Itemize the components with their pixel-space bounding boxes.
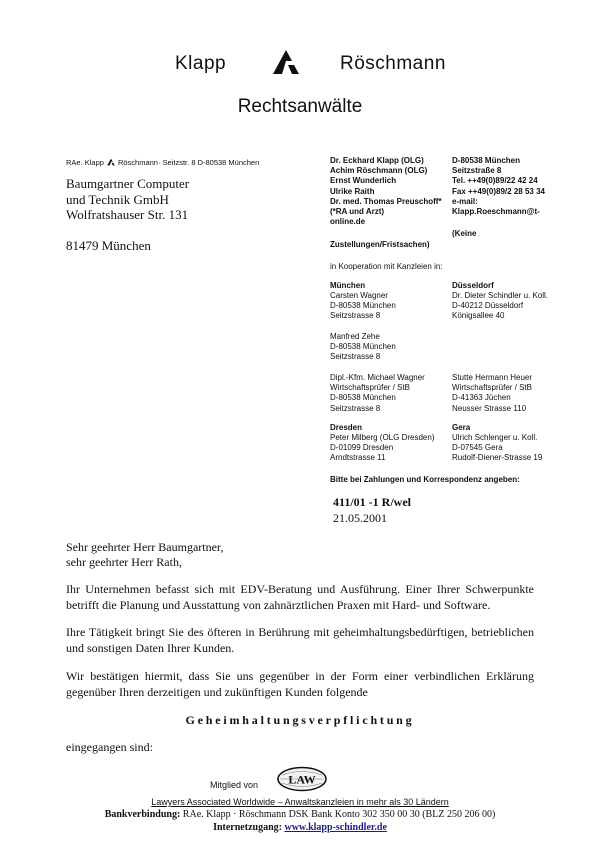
firm-name-klapp: Klapp (175, 53, 227, 74)
website-link[interactable]: www.klapp-schindler.de (284, 822, 387, 833)
paragraph-2: Ihre Tätigkeit bringt Sie des öfteren in Berührung mit geheimhaltungsbedürftigen, betrieblichen und sonstigen Daten Ihrer Kunden. (66, 625, 534, 655)
paragraph-3: Wir bestätigen hiermit, dass Sie uns gegenüber in der Form einer verbindlichen Erklärung gegenüber Ihren derzeitigen und zukünftigen Kunden folgende (66, 669, 534, 699)
law-logo-text: LAW (288, 772, 316, 787)
small-logo-icon (106, 158, 116, 166)
office-muenchen-body: Carsten Wagner D-80538 München Seitzstrasse 8 (330, 291, 396, 321)
salutation-2: sehr geehrter Herr Rath, (66, 555, 182, 569)
office-contact: D-80538 München Seitzstraße 8 Tel. ++49(0)89/22 42 24 Fax ++49(0)89/2 28 53 34 e-mail: Klapp.Roeschmann@t- (452, 156, 545, 217)
firm-subtitle: Rechtsanwälte (237, 96, 363, 117)
law-logo-icon (276, 766, 328, 792)
office-dresden-head: Dresden (330, 423, 363, 432)
recipient-line-2: und Technik GmbH (66, 191, 169, 207)
office-gera-head: Gera (452, 423, 471, 432)
internet-label: Internetzugang: (213, 822, 282, 833)
partner-names: Dr. Eckhard Klapp (OLG) Achim Röschmann (OLG) Ernst Wunderlich Ulrike Raith Dr. med. Thomas Preuschoff* (*RA und Arzt) (330, 156, 442, 217)
letter-date: 21.05.2001 (333, 511, 387, 525)
office-duesseldorf-body: Dr. Dieter Schindler u. Koll. D-40212 Düsseldorf Königsallee 40 (452, 291, 549, 321)
office-duesseldorf-head: Düsseldorf (452, 281, 494, 290)
salutation-1: Sehr geehrter Herr Baumgartner, (66, 540, 224, 554)
recipient-city: 81479 München (66, 238, 151, 253)
office-gera-body: Ulrich Schlenger u. Koll. D-07545 Gera Rudolf-Diener-Strasse 19 (452, 433, 543, 463)
office-zehe-body: Manfred Zehe D-80538 München Seitzstrasse 8 (330, 332, 396, 362)
member-label: Mitglied von (210, 780, 259, 790)
office-wagner-body: Dipl.-Kfm. Michael Wagner Wirtschaftsprüfer / StB D-80538 München Seitzstrasse 8 (330, 373, 425, 413)
internet-line (0, 822, 600, 833)
zustellungen-note: Zustellungen/Fristsachen) (330, 240, 430, 249)
reference-number: 411/01 -1 R/wel (333, 495, 411, 509)
section-heading: Geheimhaltungsverpflichtung (185, 713, 415, 727)
firm-name-roeschmann: Röschmann (340, 53, 446, 74)
closing-line: eingegangen sind: (66, 740, 153, 754)
office-dresden-body: Peter Milberg (OLG Dresden) D-01099 Dresden Arndtstrasse 11 (330, 433, 435, 463)
triangle-logo-icon (270, 48, 302, 76)
bank-label: Bankverbindung: (104, 809, 181, 820)
bank-details: RAe. Klapp · Röschmann DSK Bank Konto 302 350 00 30 (BLZ 250 206 00) (182, 809, 496, 820)
recipient-line-3: Wolfratshauser Str. 131 (66, 207, 189, 222)
partner-online: online.de (330, 217, 366, 226)
office-muenchen-head: München (330, 281, 366, 290)
sender-line-after: Röschmann· Seitzstr. 8 D-80538 München (117, 158, 260, 167)
law-network-line: Lawyers Associated Worldwide – Anwaltskanzleien in mehr als 30 Ländern (151, 797, 449, 807)
paragraph-1: Ihr Unternehmen befasst sich mit EDV-Beratung und Ausführung. Einer Ihrer Schwerpunkte betrifft die Planung und Ausstattung von zahnärztlichen Praxen mit Hard- und Software. (66, 582, 534, 612)
recipient-line-1: Baumgartner Computer (66, 176, 190, 191)
recipient-address (66, 176, 189, 223)
sender-line (66, 158, 259, 167)
bank-line (0, 809, 600, 820)
payment-note: Bitte bei Zahlungen und Korrespondenz angeben: (330, 475, 520, 484)
sender-line-before: RAe. Klapp (66, 158, 104, 167)
office-heuer-body: Stutte Hermann Heuer Wirtschaftsprüfer / StB D-41363 Jüchen Neusser Strasse 110 (452, 373, 533, 413)
cooperation-note: in Kooperation mit Kanzleien in: (330, 262, 443, 271)
keine-note: (Keine (452, 229, 477, 238)
